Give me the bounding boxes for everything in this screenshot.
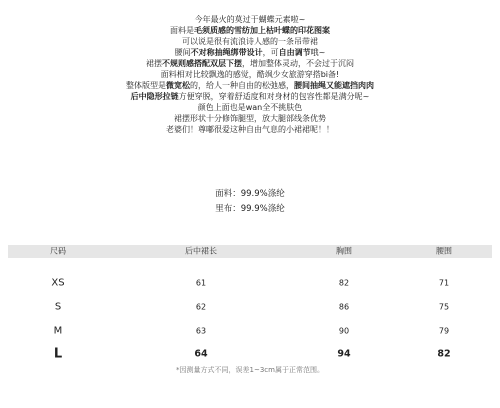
description-text: ，增加整体灵动，不会过于沉闷 <box>242 59 354 68</box>
size-label: XS <box>51 277 65 289</box>
header-back-length: 后中裙长 <box>185 246 217 256</box>
header-bust: 胸围 <box>336 246 352 256</box>
shell-fabric: 面料：99.9%涤纶 <box>215 189 285 199</box>
description-line <box>0 58 500 69</box>
size-table-header <box>8 245 492 258</box>
measurement-value: 86 <box>338 302 350 312</box>
measurement-value: 79 <box>438 326 450 336</box>
description-text: 老婆们！尊嘟很爱这种自由气息的小裙裙呢！！ <box>166 125 334 134</box>
description-line <box>0 80 500 91</box>
description-line <box>0 69 500 80</box>
product-description <box>0 14 500 135</box>
measurement-value: 62 <box>195 302 207 312</box>
size-label: M <box>53 325 63 337</box>
material-info <box>0 187 500 217</box>
highlight-text: 毛须质感的雪纺加上枯叶蝶的印花图案 <box>194 26 330 35</box>
measurement-value: 94 <box>337 348 351 360</box>
size-label: S <box>54 301 62 313</box>
description-text: 面料是 <box>170 26 194 35</box>
highlight-text: 腰间抽绳又能遮挡肉肉 <box>294 81 374 90</box>
highlight-text: 后中隐形拉链 <box>130 92 179 101</box>
description-text: 面料相对比较飘逸的感觉，酷飒少女旅游穿搭bi备! <box>160 70 340 79</box>
description-text: 今年最火的莫过于蝴蝶元素啦~ <box>194 15 306 24</box>
description-text: 整体版型是 <box>126 81 166 90</box>
description-line <box>0 14 500 25</box>
measurement-value: 64 <box>194 348 208 360</box>
description-text: 颜色上面也是wan全不挑肤色 <box>197 103 303 112</box>
highlight-text: 不对称抽绳绑带设计 <box>190 48 263 57</box>
measurement-value: 82 <box>338 278 350 288</box>
description-text: 裙摆形状十分修饰腿型，放大腿部线条优势 <box>174 114 326 123</box>
description-line <box>0 36 500 47</box>
description-line <box>0 47 500 58</box>
measurement-value: 75 <box>438 302 450 312</box>
header-waist: 腰围 <box>436 246 452 256</box>
measurement-value: 90 <box>338 326 350 336</box>
description-line <box>0 91 500 102</box>
description-text: 裙摆 <box>146 59 162 68</box>
measurement-note: *因测量方式不同，误差1~3cm属于正常范围。 <box>176 366 324 374</box>
measurement-value: 82 <box>437 348 451 360</box>
header-size: 尺码 <box>50 246 66 256</box>
description-text: ，可 <box>262 48 279 57</box>
highlight-text: 不规则感搭配双层下摆 <box>162 59 242 68</box>
description-line <box>0 124 500 135</box>
description-line <box>0 102 500 113</box>
lining-fabric: 里布：99.9%涤纶 <box>215 204 285 214</box>
highlight-text: 自由调节 <box>278 48 311 57</box>
description-text: 可以说是很有流浪诗人感的一条吊带裙 <box>182 37 318 46</box>
description-text: 腰间 <box>174 48 191 57</box>
size-label: L <box>53 346 63 362</box>
description-text: 的，给人一种自由的松弛感， <box>190 81 294 90</box>
highlight-text: 微宽松 <box>166 81 190 90</box>
description-text: 方便穿脱，穿着舒适度和对身材的包容性都是满分呢~ <box>178 92 370 101</box>
measurement-value: 71 <box>438 278 450 288</box>
description-text: 哦~ <box>310 48 326 57</box>
measurement-value: 61 <box>195 278 207 288</box>
description-line <box>0 25 500 36</box>
description-line <box>0 113 500 124</box>
measurement-value: 63 <box>195 326 207 336</box>
